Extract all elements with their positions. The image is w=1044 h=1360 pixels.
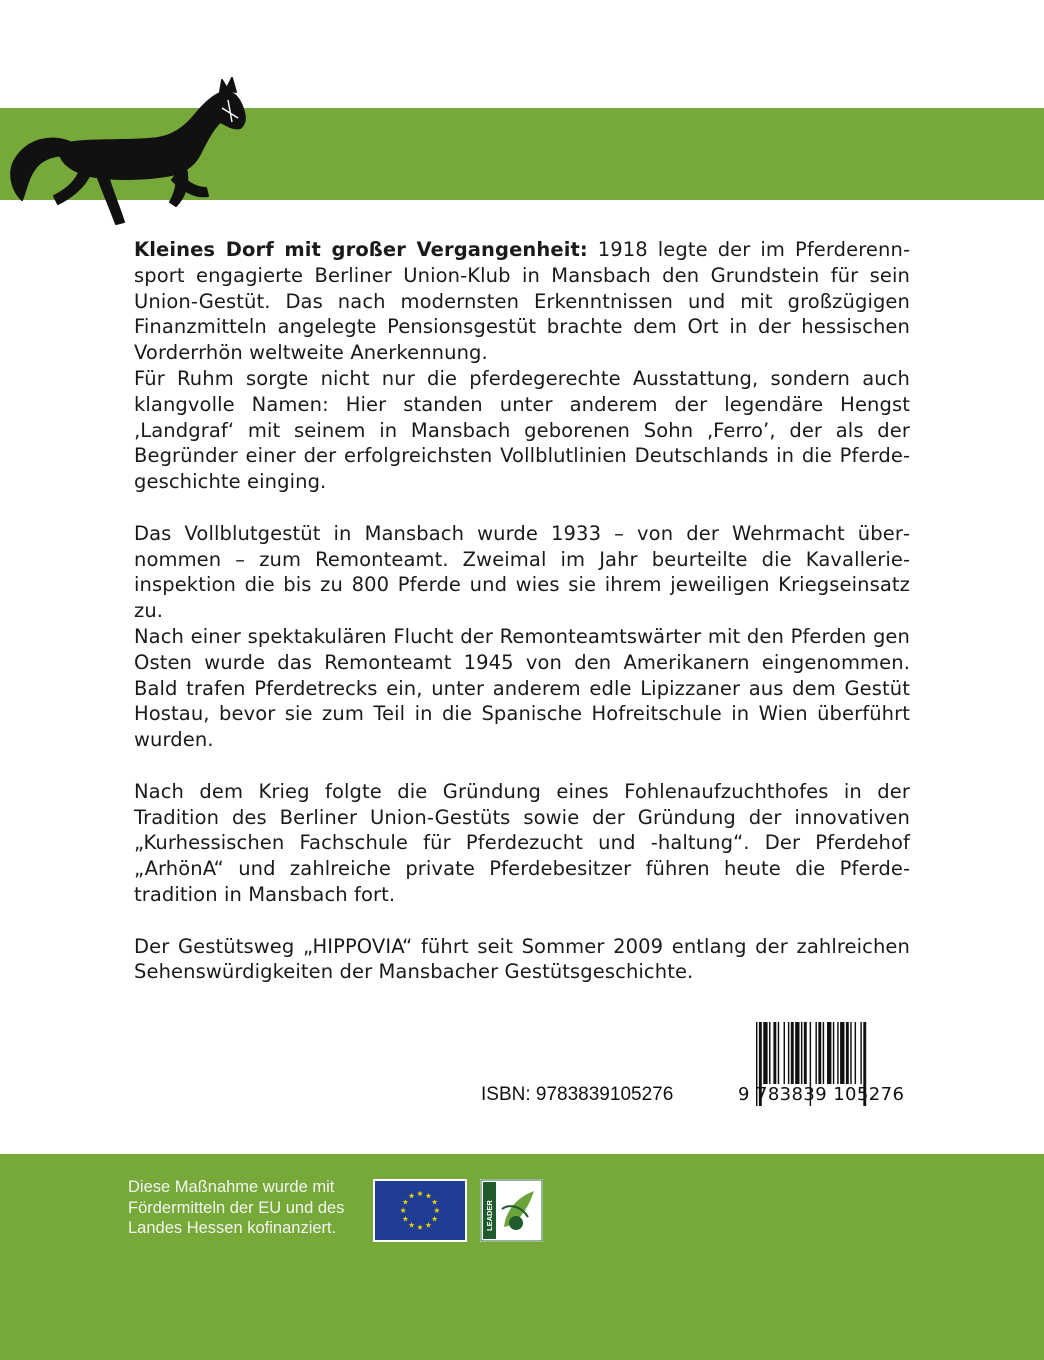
barcode-bar	[850, 1022, 851, 1084]
leader-logo	[480, 1179, 543, 1242]
barcode-bar	[833, 1022, 834, 1084]
intro-text: 1918 legte der im Pferderennsport engagierte Berliner Union-Klub in Mansbach den Grundstein für sein Union-Gestüt. Das nach modernsten Erkenntnissen und mit großzügigen Finanzmitteln angelegte Pensionsgestüt brachte dem Ort in der hessischen Vorderrhön weltweite Anerkennung.	[134, 238, 910, 365]
barcode-bar	[804, 1022, 807, 1084]
intro-heading: Kleines Dorf mit großer Vergangenheit:	[134, 238, 588, 261]
barcode-bar	[837, 1022, 838, 1084]
barcode-bar	[773, 1022, 776, 1084]
paragraph-postwar: Nach dem Krieg folgte die Gründung eines Fohlenaufzuchthofes in der Tradition des Berliner Union-Gestüts sowie der Gründung der innovativen „Kurhessischen Fachschule für Pferdezucht und -haltung“. Der Pferdehof „ArhönA“ und zahlreiche private Pferdebesitzer führen heute die Pferdetradition in Mansbach fort.	[134, 779, 910, 906]
paragraph-hippovia: Der Gestütsweg „HIPPOVIA“ führt seit Sommer 2009 entlang der zahlreichen Sehenswürdigkeiten der Mansbacher Gestütsgeschichte.	[134, 934, 910, 984]
barcode-bar	[769, 1022, 770, 1084]
barcode-bar	[823, 1022, 824, 1084]
barcode-bar	[778, 1022, 779, 1084]
barcode-bar	[801, 1022, 802, 1084]
barcode-bar	[795, 1022, 799, 1084]
barcode-bar	[791, 1022, 794, 1084]
leader-logo-text: LEADER	[485, 1200, 494, 1231]
barcode-bar	[815, 1022, 816, 1084]
funding-notice: Diese Maßnahme wurde mit Fördermitteln der EU und des Landes Hessen kofinanziert.	[128, 1178, 345, 1237]
barcode-bar	[827, 1022, 831, 1084]
barcode-digits: 9 783839 105276	[738, 1084, 905, 1105]
eu-flag-icon	[373, 1179, 467, 1242]
history-text	[134, 237, 910, 985]
paragraph-escape: Nach einer spektakulären Flucht der Remonteamtswärter mit den Pferden gen Osten wurde das Remonteamt 1945 von den Amerikanern eingenommen. Bald trafen Pferdetrecks ein, unter anderem edle Lipizzaner aus dem Gestüt Hostau, bevor sie zum Teil in die Spanische Hofreitschule in Wien überführt wurden.	[134, 624, 910, 752]
trotting-horse-icon	[0, 72, 262, 232]
barcode-bar	[860, 1022, 861, 1084]
barcode-bar	[855, 1022, 856, 1084]
paragraph-remonteamt: Das Vollblutgestüt in Mansbach wurde 1933 – von der Wehrmacht übernommen – zum Remonteamt. Zweimal im Jahr beurteilte die Kavallerieinspektion die bis zu 800 Pferde und wies sie ihrem jeweiligen Kriegseinsatz zu.	[134, 521, 910, 623]
barcode-bar	[788, 1022, 789, 1084]
barcode-bar	[763, 1022, 767, 1084]
barcode-bar	[818, 1022, 821, 1084]
barcode-bar	[840, 1022, 844, 1084]
intro-paragraph	[134, 237, 910, 366]
paragraph-fame: Für Ruhm sorgte nicht nur die pferdegerechte Ausstattung, sondern auch klangvolle Namen: Hier standen unter anderem der legendäre Hengst ‚Landgraf‘ mit seinem in Mansbach geborenen Sohn ‚Ferro’, der als der Begründer einer der erfolgreichsten Vollblutlinien Deutschlands in die Pferdegeschichte einging.	[134, 366, 910, 494]
isbn-label: ISBN: 9783839105276	[481, 1084, 674, 1105]
barcode-bar	[846, 1022, 849, 1084]
barcode-bar	[784, 1022, 785, 1084]
